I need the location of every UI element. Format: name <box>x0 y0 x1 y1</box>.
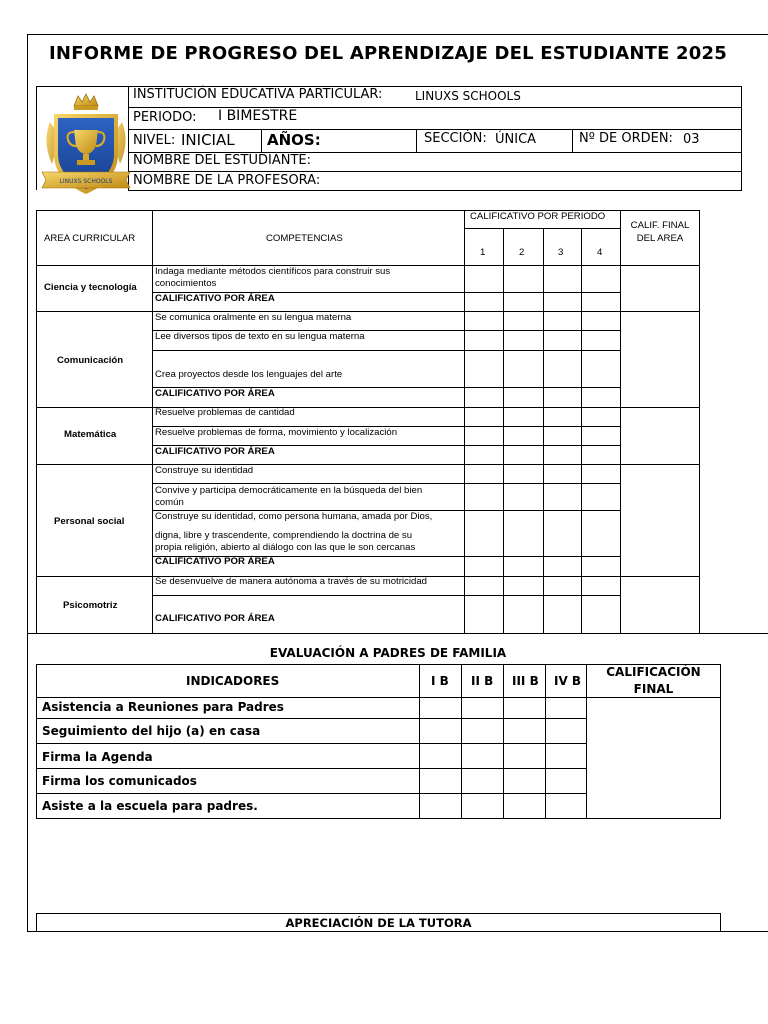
report-title: INFORME DE PROGRESO DEL APRENDIZAJE DEL ESTUDIANTE 2025 <box>49 43 727 64</box>
nivel-label: NIVEL: <box>133 133 176 148</box>
competencia-text: Resuelve problemas de cantidad <box>155 407 295 418</box>
institucion-label: INSTITUCIÓN EDUCATIVA PARTICULAR: <box>133 87 383 102</box>
col-final-header-1: CALIF. FINAL <box>630 220 690 231</box>
area-ciencia: Ciencia y tecnología <box>44 282 137 293</box>
competencia-text: Construye su identidad <box>155 465 254 476</box>
school-logo <box>40 92 130 198</box>
competencia-text: Lee diversos tipos de texto en su lengua materna <box>155 331 365 342</box>
period-4-header: 4 <box>597 247 603 258</box>
area-total-label: CALIFICATIVO POR ÁREA <box>155 556 275 567</box>
area-comunicacion: Comunicación <box>57 355 124 366</box>
period-2-header: 2 <box>519 247 525 258</box>
period-1-header: 1 <box>480 247 486 258</box>
area-total-label: CALIFICATIVO POR ÁREA <box>155 293 275 304</box>
area-psicomotriz: Psicomotriz <box>63 600 118 611</box>
periodo-label: PERIODO: <box>133 110 197 125</box>
parents-title: EVALUACIÓN A PADRES DE FAMILIA <box>269 646 507 660</box>
area-total-label: CALIFICATIVO POR ÁREA <box>155 388 275 399</box>
competencia-text: conocimientos <box>155 278 217 289</box>
indicator-row: Firma los comunicados <box>42 774 197 788</box>
period-3-header: 3 <box>558 247 564 258</box>
col-area-header: AREA CURRICULAR <box>44 233 136 244</box>
area-personal-social: Personal social <box>54 516 125 527</box>
col-final-header-2: DEL AREA <box>636 233 684 244</box>
orden-value: 03 <box>683 132 700 147</box>
periodo-value: I BIMESTRE <box>218 108 298 124</box>
competencia-text: propia religión, abierto al diálogo con las que le son cercanas <box>155 542 416 553</box>
col-final-header-1: CALIFICACIÓN <box>606 665 701 679</box>
orden-label: Nº DE ORDEN: <box>579 131 673 146</box>
col-competencias-header: COMPETENCIAS <box>266 233 343 244</box>
competencia-text: Resuelve problemas de forma, movimiento y localización <box>155 427 398 438</box>
anos-label: AÑOS: <box>267 131 321 149</box>
profesora-label: NOMBRE DE LA PROFESORA: <box>133 173 321 188</box>
area-total-label: CALIFICATIVO POR ÁREA <box>155 613 275 624</box>
competencia-text: Crea proyectos desde los lenguajes del arte <box>155 369 343 380</box>
area-matematica: Matemática <box>64 429 117 440</box>
competencia-text: Convive y participa democráticamente en la búsqueda del bien <box>155 485 423 496</box>
col-ib-header: I B <box>431 674 449 688</box>
nivel-value: INICIAL <box>181 131 235 149</box>
indicator-row: Firma la Agenda <box>42 750 153 764</box>
institucion-value: LINUXS SCHOOLS <box>415 89 521 103</box>
col-iiib-header: III B <box>512 674 539 688</box>
col-final-header-2: FINAL <box>633 682 674 696</box>
page-frame-top <box>27 34 768 35</box>
col-indicadores-header: INDICADORES <box>186 674 280 688</box>
col-iib-header: II B <box>471 674 494 688</box>
indicator-row: Seguimiento del hijo (a) en casa <box>42 724 261 738</box>
col-calificativo-header: CALIFICATIVO POR PERIODO <box>470 211 606 222</box>
page-frame-left <box>27 34 28 932</box>
seccion-label: SECCIÓN: <box>424 131 487 146</box>
competencia-text: digna, libre y trascendente, comprendiendo la doctrina de su <box>155 530 413 541</box>
svg-text:LINUXS SCHOOLS: LINUXS SCHOOLS <box>59 178 113 185</box>
competencia-text: Se desenvuelve de manera autónoma a través de su motricidad <box>155 576 427 587</box>
competencia-text: común <box>155 497 184 508</box>
section-divider <box>27 633 768 634</box>
indicator-row: Asiste a la escuela para padres. <box>42 799 258 813</box>
competencia-text: Indaga mediante métodos científicos para construir sus <box>155 266 391 277</box>
estudiante-label: NOMBRE DEL ESTUDIANTE: <box>133 153 311 168</box>
indicator-row: Asistencia a Reuniones para Padres <box>42 700 284 714</box>
area-total-label: CALIFICATIVO POR ÁREA <box>155 446 275 457</box>
competencia-text: Se comunica oralmente en su lengua materna <box>155 312 352 323</box>
trophy-shield-icon <box>40 92 132 202</box>
tutora-title: APRECIACIÓN DE LA TUTORA <box>285 916 472 930</box>
competencia-text: Construye su identidad, como persona humana, amada por Dios, <box>155 511 433 522</box>
page-frame-bottom <box>27 931 768 932</box>
seccion-value: ÚNICA <box>495 132 537 147</box>
col-ivb-header: IV B <box>554 674 582 688</box>
